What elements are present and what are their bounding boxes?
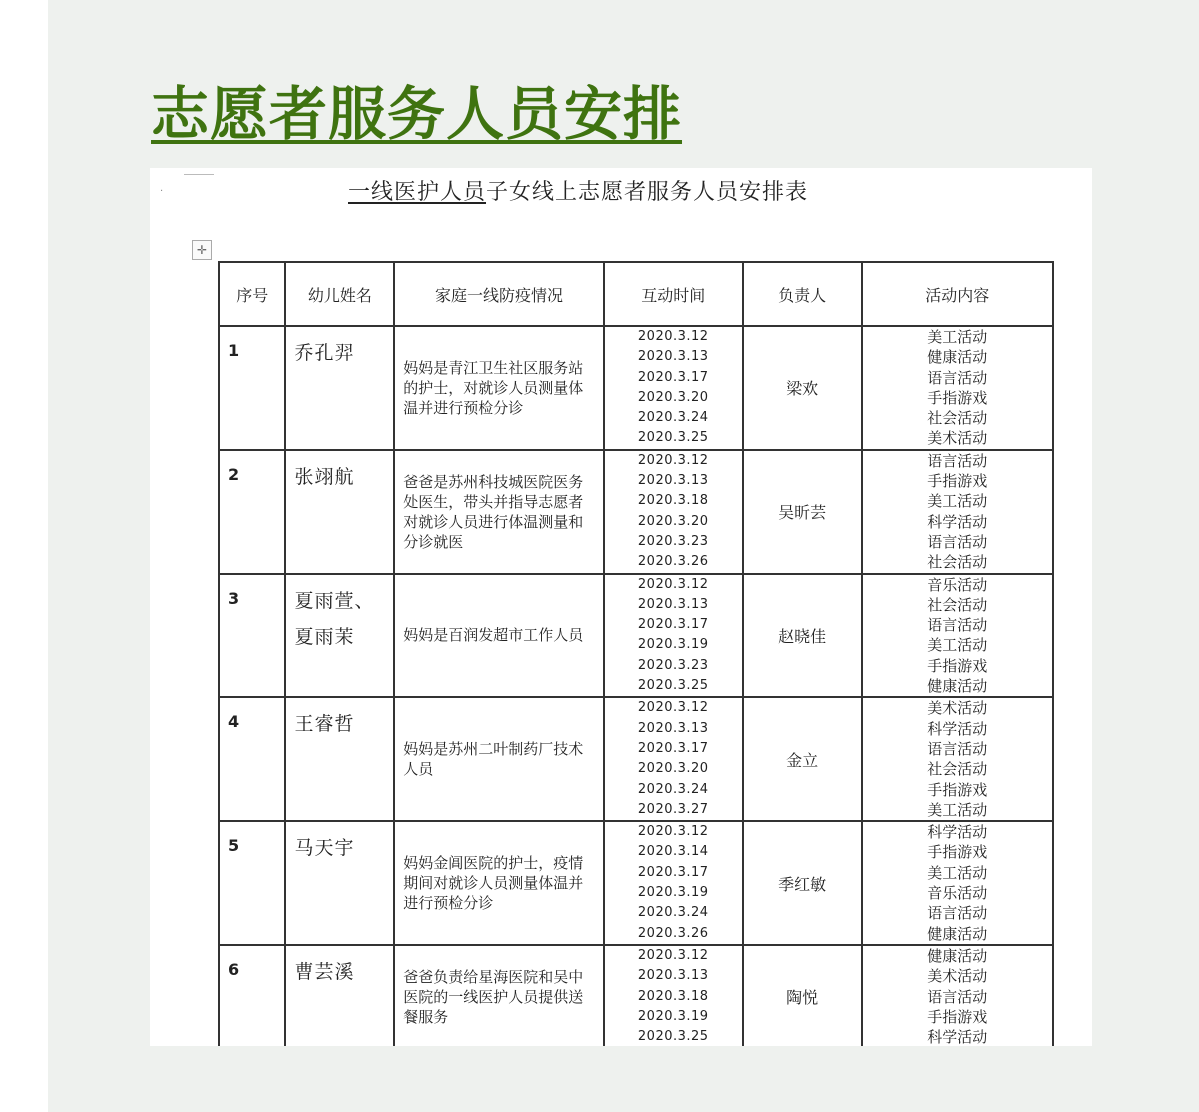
table-header-row xyxy=(219,262,1053,326)
date-item: 2020.3.18 xyxy=(637,988,709,1004)
activity-item: 美工活动 xyxy=(927,492,988,511)
leader: 梁欢 xyxy=(743,326,862,450)
date-item: 2020.3.26 xyxy=(637,554,709,570)
activity-item: 健康活动 xyxy=(927,924,988,943)
child-name-line: 曹芸溪 xyxy=(294,960,355,983)
activities xyxy=(862,326,1053,450)
activity-item: 手指游戏 xyxy=(927,388,988,407)
family-situation: 妈妈金阊医院的护士，疫情期间对就诊人员测量体温并进行预检分诊 xyxy=(394,821,604,945)
date-item: 2020.3.13 xyxy=(637,720,709,736)
row-number: 5 xyxy=(219,821,285,945)
header-cell: 幼儿姓名 xyxy=(285,262,394,326)
activity-item: 健康活动 xyxy=(927,946,988,965)
row-number: 4 xyxy=(219,697,285,821)
activities xyxy=(862,697,1053,821)
activity-item: 语言活动 xyxy=(927,904,988,923)
date-item: 2020.3.25 xyxy=(637,1029,709,1045)
date-item: 2020.3.13 xyxy=(637,349,709,365)
activity-item: 手指游戏 xyxy=(927,780,988,799)
family-situation: 爸爸是苏州科技城医院医务处医生，带头并指导志愿者对就诊人员进行体温测量和分诊就医 xyxy=(394,450,604,574)
activity-item: 美工活动 xyxy=(927,636,988,655)
date-item: 2020.3.17 xyxy=(637,740,709,756)
interaction-dates xyxy=(604,574,743,698)
activity-item: 健康活动 xyxy=(927,348,988,367)
slide-background xyxy=(48,0,1199,1112)
date-item: 2020.3.14 xyxy=(637,844,709,860)
interaction-dates xyxy=(604,326,743,450)
leader: 吴昕芸 xyxy=(743,450,862,574)
table-row xyxy=(219,945,1053,1046)
activity-item: 音乐活动 xyxy=(927,575,988,594)
activity-item: 美术活动 xyxy=(927,967,988,986)
document-title-rest: 子女线上志愿者服务人员安排表 xyxy=(486,180,809,205)
table-row xyxy=(219,326,1053,450)
move-handle-icon[interactable]: ✛ xyxy=(192,240,212,260)
date-item: 2020.3.24 xyxy=(637,410,709,426)
activity-item: 音乐活动 xyxy=(927,884,988,903)
activity-item: 美术活动 xyxy=(927,429,988,448)
activity-item: 社会活动 xyxy=(927,553,988,572)
activity-item: 社会活动 xyxy=(927,760,988,779)
row-number: 6 xyxy=(219,945,285,1046)
activity-item: 科学活动 xyxy=(927,512,988,531)
leader: 季红敏 xyxy=(743,821,862,945)
date-item: 2020.3.19 xyxy=(637,885,709,901)
table-row xyxy=(219,821,1053,945)
leader: 陶悦 xyxy=(743,945,862,1046)
activity-item: 手指游戏 xyxy=(927,1007,988,1026)
date-item: 2020.3.13 xyxy=(637,968,709,984)
slide-title: 志愿者服务人员安排 xyxy=(151,80,683,148)
child-name xyxy=(285,574,394,698)
date-item: 2020.3.12 xyxy=(637,576,709,592)
date-item: 2020.3.24 xyxy=(637,781,709,797)
activity-item: 手指游戏 xyxy=(927,843,988,862)
child-name-line: 王睿哲 xyxy=(294,713,355,736)
activities xyxy=(862,821,1053,945)
row-number: 3 xyxy=(219,574,285,698)
child-name-line: 张翊航 xyxy=(294,465,355,488)
family-situation: 妈妈是青江卫生社区服务站的护士，对就诊人员测量体温并进行预检分诊 xyxy=(394,326,604,450)
activity-item: 美术活动 xyxy=(927,699,988,718)
activities xyxy=(862,945,1053,1046)
document-title xyxy=(348,178,928,208)
activity-item: 语言活动 xyxy=(927,987,988,1006)
child-name-line: 夏雨茉 xyxy=(294,625,355,648)
header-cell: 互动时间 xyxy=(604,262,743,326)
date-item: 2020.3.20 xyxy=(637,761,709,777)
child-name xyxy=(285,450,394,574)
child-name xyxy=(285,821,394,945)
page-corner-mark xyxy=(184,168,214,175)
child-name-line: 乔孔羿 xyxy=(294,342,355,364)
activity-item: 美工活动 xyxy=(927,800,988,819)
document-image xyxy=(150,168,1092,1046)
date-item: 2020.3.27 xyxy=(637,801,709,817)
date-item: 2020.3.20 xyxy=(637,513,709,529)
family-situation: 爸爸负责给星海医院和吴中医院的一线医护人员提供送餐服务 xyxy=(394,945,604,1046)
activity-item: 社会活动 xyxy=(927,595,988,614)
date-item: 2020.3.12 xyxy=(637,700,709,716)
date-item: 2020.3.23 xyxy=(637,533,709,549)
interaction-dates xyxy=(604,821,743,945)
date-item: 2020.3.13 xyxy=(637,473,709,489)
date-item: 2020.3.18 xyxy=(637,493,709,509)
activity-item: 语言活动 xyxy=(927,368,988,387)
date-item: 2020.3.13 xyxy=(637,596,709,612)
schedule-table xyxy=(218,261,1054,1046)
child-name-line: 夏雨萱、 xyxy=(294,589,375,612)
date-item: 2020.3.12 xyxy=(637,824,709,840)
date-item: 2020.3.25 xyxy=(637,430,709,446)
activity-item: 科学活动 xyxy=(927,823,988,842)
activity-item: 社会活动 xyxy=(927,409,988,428)
activities xyxy=(862,574,1053,698)
date-item: 2020.3.20 xyxy=(637,389,709,405)
header-cell: 序号 xyxy=(219,262,285,326)
date-item: 2020.3.12 xyxy=(637,329,709,344)
child-name-line: 马天宇 xyxy=(294,837,355,860)
header-cell: 家庭一线防疫情况 xyxy=(394,262,604,326)
activity-item: 科学活动 xyxy=(927,719,988,738)
date-item: 2020.3.17 xyxy=(637,864,709,880)
date-item: 2020.3.25 xyxy=(637,678,709,694)
child-name xyxy=(285,697,394,821)
table-row xyxy=(219,697,1053,821)
activity-item: 美工活动 xyxy=(927,863,988,882)
leader: 赵晓佳 xyxy=(743,574,862,698)
page-dot-mark: · xyxy=(160,186,164,197)
date-item: 2020.3.23 xyxy=(637,657,709,673)
activity-item: 语言活动 xyxy=(927,451,988,470)
date-item: 2020.3.17 xyxy=(637,617,709,633)
header-cell: 活动内容 xyxy=(862,262,1053,326)
date-item: 2020.3.19 xyxy=(637,1008,709,1024)
activity-item: 语言活动 xyxy=(927,739,988,758)
date-item: 2020.3.26 xyxy=(637,925,709,941)
row-number: 2 xyxy=(219,450,285,574)
table-row xyxy=(219,450,1053,574)
family-situation: 妈妈是苏州二叶制药厂技术人员 xyxy=(394,697,604,821)
family-situation: 妈妈是百润发超市工作人员 xyxy=(394,574,604,698)
interaction-dates xyxy=(604,945,743,1046)
document-title-underlined: 一线医护人员 xyxy=(348,180,487,205)
interaction-dates xyxy=(604,697,743,821)
date-item: 2020.3.12 xyxy=(637,947,709,963)
row-number: 1 xyxy=(219,326,285,450)
date-item: 2020.3.17 xyxy=(637,369,709,385)
activities xyxy=(862,450,1053,574)
activity-item: 语言活动 xyxy=(927,532,988,551)
interaction-dates xyxy=(604,450,743,574)
activity-item: 健康活动 xyxy=(927,677,988,696)
activity-item: 手指游戏 xyxy=(927,472,988,491)
activity-item: 美工活动 xyxy=(927,328,988,346)
activity-item: 手指游戏 xyxy=(927,656,988,675)
activity-item: 科学活动 xyxy=(927,1028,988,1046)
leader: 金立 xyxy=(743,697,862,821)
child-name xyxy=(285,945,394,1046)
date-item: 2020.3.24 xyxy=(637,905,709,921)
date-item: 2020.3.12 xyxy=(637,452,709,468)
header-cell: 负责人 xyxy=(743,262,862,326)
child-name xyxy=(285,326,394,450)
date-item: 2020.3.19 xyxy=(637,637,709,653)
table-row xyxy=(219,574,1053,698)
activity-item: 语言活动 xyxy=(927,616,988,635)
